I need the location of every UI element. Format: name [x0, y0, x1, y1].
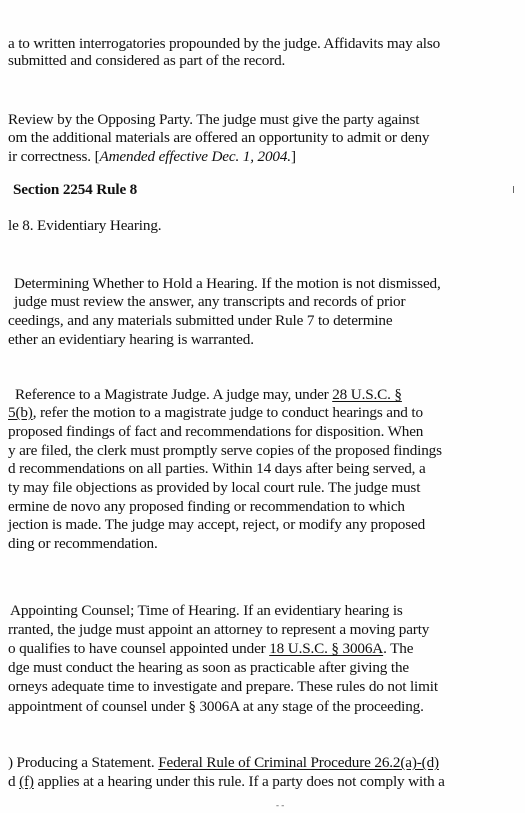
text-segment: . The: [383, 640, 414, 657]
text-line: [8, 216, 161, 236]
text-line: [8, 110, 419, 130]
citation-link[interactable]: 18 U.S.C. § 3006A: [269, 640, 384, 657]
text-segment: a to written interrogatories propounded by the judge. Affidavits may also: [8, 35, 441, 52]
text-segment: ]: [290, 148, 296, 165]
text-line: [8, 639, 413, 659]
text-segment: Review by the Opposing Party. The judge must give the party against: [8, 111, 420, 128]
text-line: [8, 422, 423, 442]
text-line: [8, 753, 439, 773]
text-line: [8, 311, 392, 331]
citation-link[interactable]: (f): [19, 773, 34, 790]
text-segment: om the additional materials are offered an opportunity to admit or deny: [8, 129, 430, 146]
text-line: [8, 677, 438, 697]
text-segment: dge must conduct the hearing as soon as practicable after giving the: [8, 659, 409, 676]
text-segment: , refer the motion to a magistrate judge to conduct hearings and to: [32, 404, 423, 421]
text-line: [15, 385, 402, 405]
text-segment: ) Producing a Statement.: [8, 754, 159, 771]
section-heading: [13, 180, 137, 200]
text-segment: Determining Whether to Hold a Hearing. If the motion is not dismissed,: [14, 275, 441, 292]
text-segment: ty may file objections as provided by local court rule. The judge must: [8, 479, 421, 496]
text-line: [8, 403, 423, 423]
text-segment: o qualifies to have counsel appointed under: [8, 640, 270, 657]
text-line: [8, 534, 158, 554]
text-segment: appointment of counsel under § 3006A at any stage of the proceeding.: [8, 698, 424, 715]
text-segment: Appointing Counsel; Time of Hearing. If an evidentiary hearing is: [10, 602, 403, 619]
text-line: [8, 128, 429, 148]
text-segment: y are filed, the clerk must promptly serve copies of the proposed findings: [8, 442, 442, 459]
text-segment: Section 2254 Rule 8: [13, 181, 138, 198]
text-line: [8, 772, 445, 792]
citation-link[interactable]: Federal Rule of Criminal Procedure 26.2(a)-(d): [158, 754, 439, 771]
citation-link[interactable]: 5(b): [8, 404, 33, 421]
text-segment: rranted, the judge must appoint an attorney to represent a moving party: [8, 621, 430, 638]
text-segment: ermine de novo any proposed finding or recommendation to which: [8, 498, 405, 515]
text-line: [8, 497, 405, 517]
text-segment: applies at a hearing under this rule. If a party does not comply with a: [33, 773, 445, 790]
text-line: [8, 51, 285, 71]
text-segment: d: [8, 773, 20, 790]
text-line: [8, 330, 254, 350]
text-segment: ether an evidentiary hearing is warranted.: [8, 331, 254, 348]
text-line: [8, 441, 442, 461]
text-line: [10, 601, 403, 621]
text-segment: le 8. Evidentiary Hearing.: [8, 217, 162, 234]
text-segment: Reference to a Magistrate Judge. A judge may, under: [15, 386, 333, 403]
text-segment: ir correctness. [: [8, 148, 100, 165]
text-segment: proposed findings of fact and recommendations for disposition. When: [8, 423, 424, 440]
text-segment: ceedings, and any materials submitted under Rule 7 to determine: [8, 312, 393, 329]
text-line: [8, 478, 420, 498]
text-line: [8, 697, 424, 717]
text-segment: judge must review the answer, any transcripts and records of prior: [14, 293, 406, 310]
text-line: [8, 515, 425, 535]
text-segment: orneys adequate time to investigate and prepare. These rules do not limit: [8, 678, 438, 695]
text-line: [8, 658, 409, 678]
text-segment: submitted and considered as part of the record.: [8, 52, 286, 69]
text-line: [8, 620, 429, 640]
text-line: [14, 274, 441, 294]
text-segment: jection is made. The judge may accept, reject, or modify any proposed: [8, 516, 426, 533]
amendment-note: Amended effective Dec. 1, 2004.: [99, 148, 291, 165]
text-segment: ding or recommendation.: [8, 535, 158, 552]
citation-link[interactable]: 28 U.S.C. §: [332, 386, 402, 403]
text-line: [14, 292, 405, 312]
page-number-fragment: - -: [276, 800, 285, 810]
text-line: [8, 147, 296, 167]
text-line: [8, 459, 426, 479]
text-segment: d recommendations on all parties. Within 14 days after being served, a: [8, 460, 426, 477]
margin-mark: [513, 186, 514, 193]
